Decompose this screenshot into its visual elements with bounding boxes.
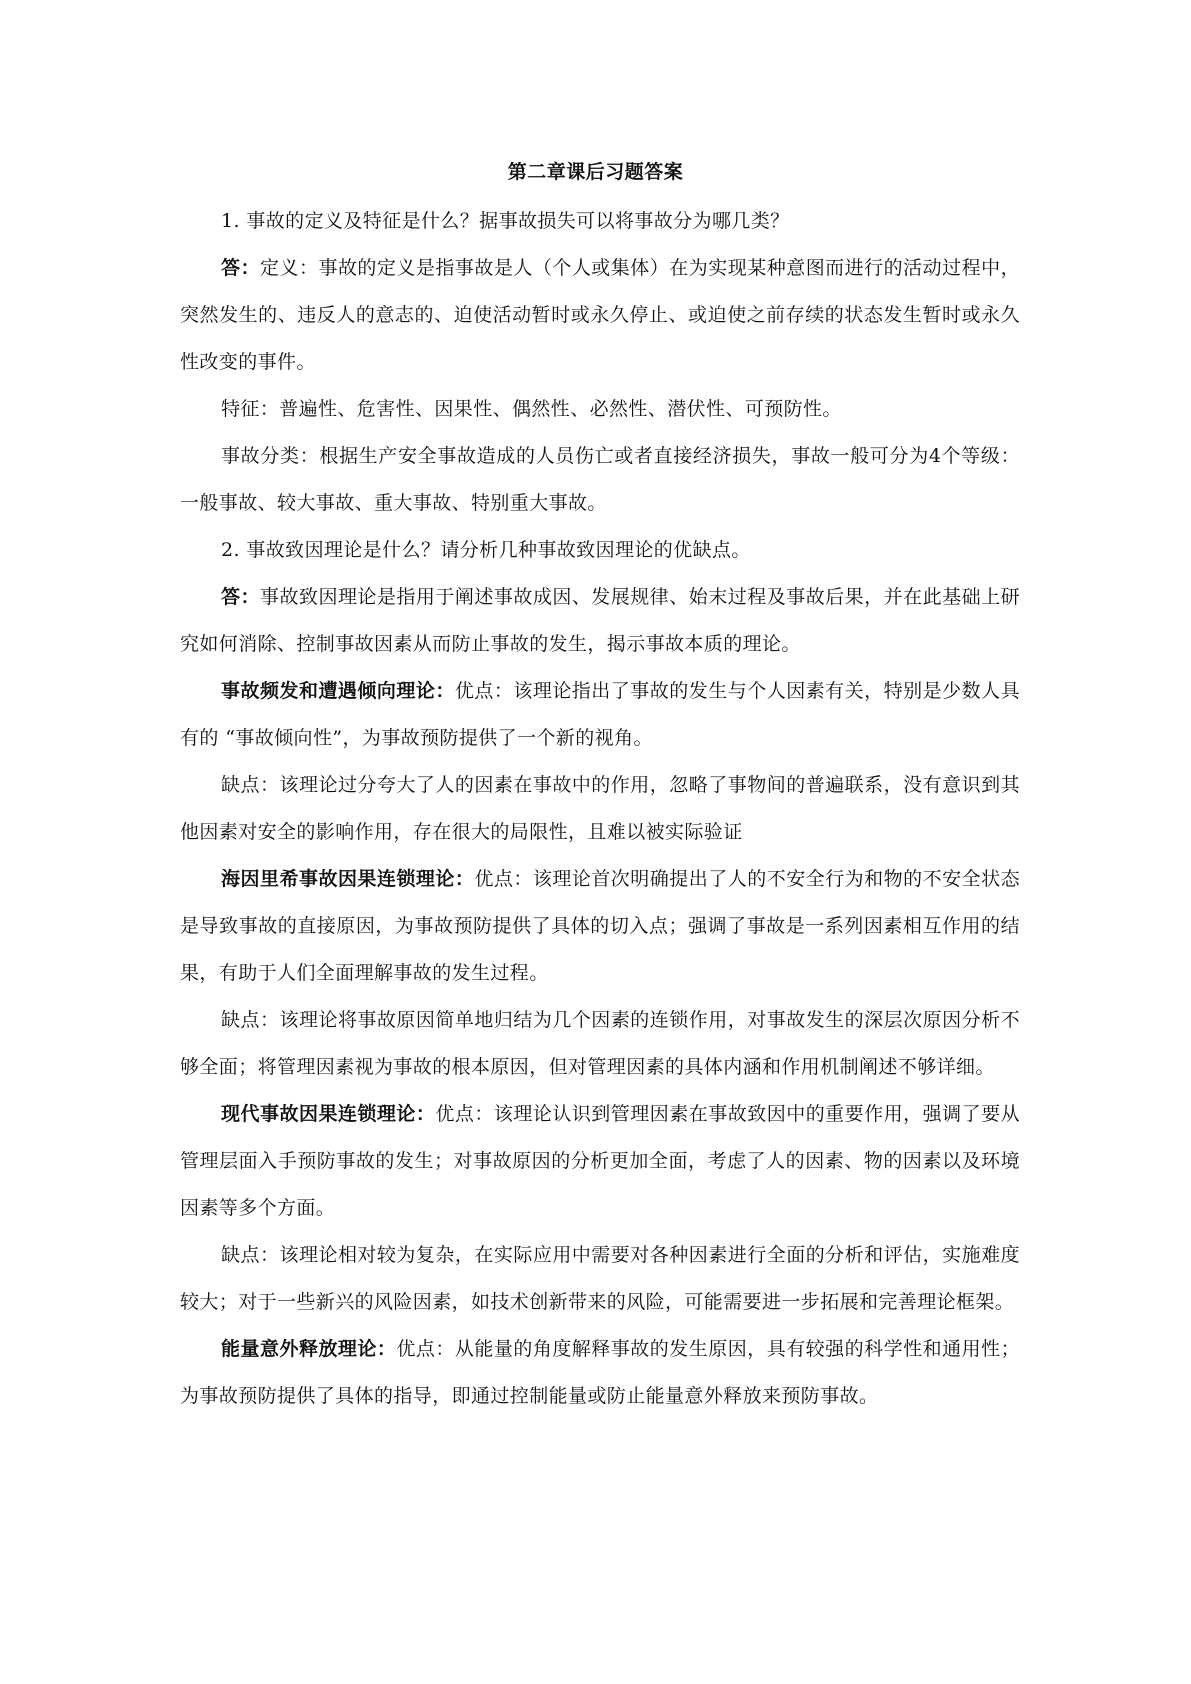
paragraph-text: 事故分类：根据生产安全事故造成的人员伤亡或者直接经济损失，事故一般可分为4个等级：一般事故、较大事故、重大事故、特别重大事故。 xyxy=(180,445,1020,514)
paragraph-text: 优点：从能量的角度解释事故的发生原因，具有较强的科学性和通用性；为事故预防提供了具体的指导，即通过控制能量或防止能量意外释放来预防事故。 xyxy=(180,1338,1020,1407)
theory-heading: 事故频发和遭遇倾向理论： xyxy=(221,680,455,702)
theory-heading: 现代事故因果连锁理论： xyxy=(221,1103,436,1125)
paragraph-text: 优点：该理论认识到管理因素在事故致因中的重要作用，强调了要从管理层面入手预防事故的发生；对事故原因的分析更加全面，考虑了人的因素、物的因素以及环境因素等多个方面。 xyxy=(180,1103,1020,1219)
paragraph-text: 2. 事故致因理论是什么？请分析几种事故致因理论的优缺点。 xyxy=(221,539,751,561)
paragraph-text: 特征：普遍性、危害性、因果性、偶然性、必然性、潜伏性、可预防性。 xyxy=(221,398,842,420)
paragraph-text: 事故致因理论是指用于阐述事故成因、发展规律、始末过程及事故后果，并在此基础上研究如何消除、控制事故因素从而防止事故的发生，揭示事故本质的理论。 xyxy=(180,586,1020,655)
question-2 xyxy=(180,527,1020,574)
answer-2-intro xyxy=(180,574,1020,668)
theory-accident-proneness-pros xyxy=(180,668,1020,762)
theory-accident-proneness-cons xyxy=(180,762,1020,856)
answer-1-definition xyxy=(180,245,1020,386)
paragraph-text: 缺点：该理论将事故原因简单地归结为几个因素的连锁作用，对事故发生的深层次原因分析不够全面；将管理因素视为事故的根本原因，但对管理因素的具体内涵和作用机制阐述不够详细。 xyxy=(180,1009,1020,1078)
paragraph-text: 1. 事故的定义及特征是什么？据事故损失可以将事故分为哪几类？ xyxy=(221,210,790,232)
page-title: 第二章课后习题答案 xyxy=(507,161,684,183)
paragraph-text: 优点：该理论指出了事故的发生与个人因素有关，特别是少数人具有的 “事故倾向性”，为事故预防提供了一个新的视角。 xyxy=(180,680,1020,749)
theory-modern-causation-cons xyxy=(180,1232,1020,1326)
theory-modern-causation-pros xyxy=(180,1091,1020,1232)
theory-heading: 能量意外释放理论： xyxy=(221,1338,397,1360)
answer-1-classification xyxy=(180,433,1020,527)
theory-heinrich-cons xyxy=(180,997,1020,1091)
paragraph-text: 优点：该理论首次明确提出了人的不安全行为和物的不安全状态是导致事故的直接原因，为事故预防提供了具体的切入点；强调了事故是一系列因素相互作用的结果，有助于人们全面理解事故的发生过程。 xyxy=(180,868,1021,984)
document-body xyxy=(180,198,1020,1420)
theory-heinrich-pros xyxy=(180,856,1020,997)
theory-energy-release-pros xyxy=(180,1326,1020,1420)
paragraph-text: 缺点：该理论相对较为复杂，在实际应用中需要对各种因素进行全面的分析和评估，实施难度较大；对于一些新兴的风险因素，如技术创新带来的风险，可能需要进一步拓展和完善理论框架。 xyxy=(180,1244,1020,1313)
paragraph-text: 定义：事故的定义是指事故是人（个人或集体）在为实现某种意图而进行的活动过程中，突然发生的、违反人的意志的、迫使活动暂时或永久停止、或迫使之前存续的状态发生暂时或永久性改变的事件。 xyxy=(180,257,1020,373)
answer-label: 答： xyxy=(221,257,260,279)
answer-label: 答： xyxy=(221,586,260,608)
answer-1-features xyxy=(180,386,1020,433)
question-1 xyxy=(180,198,1020,245)
theory-heading: 海因里希事故因果连锁理论： xyxy=(221,868,475,890)
paragraph-text: 缺点：该理论过分夸大了人的因素在事故中的作用，忽略了事物间的普遍联系，没有意识到其他因素对安全的影响作用，存在很大的局限性，且难以被实际验证 xyxy=(180,774,1020,843)
